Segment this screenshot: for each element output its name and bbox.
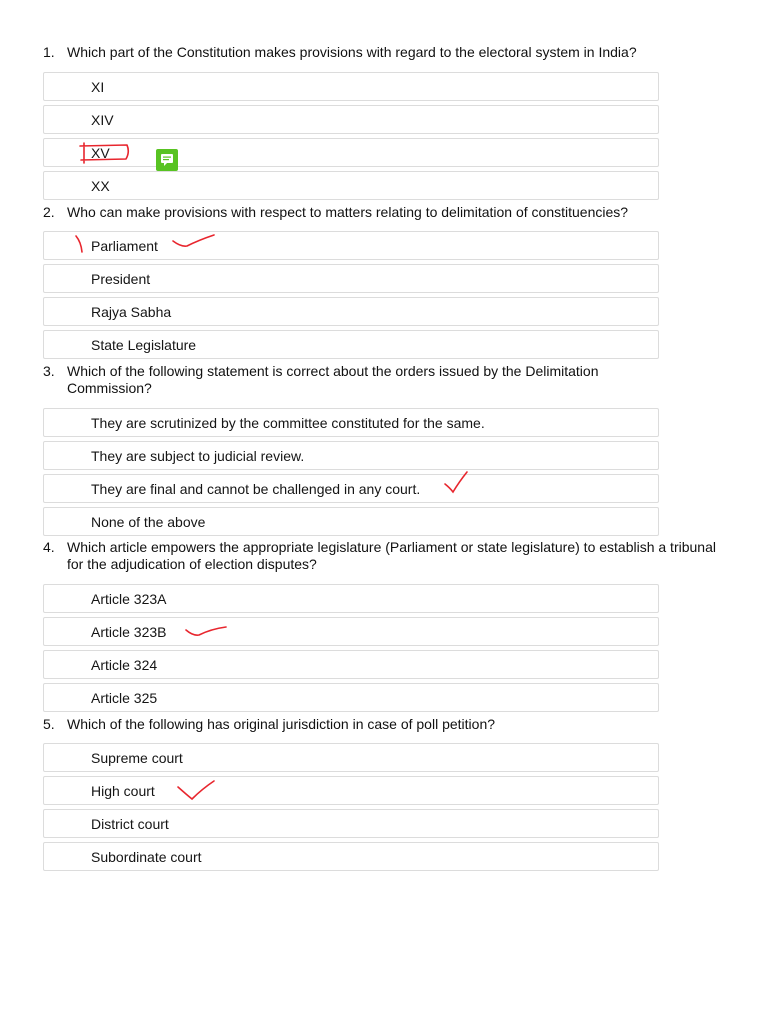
option-label: District court	[91, 816, 169, 832]
comment-glyph	[156, 149, 178, 171]
question-text: Which of the following has original jurisdiction in case of poll petition?	[67, 716, 496, 732]
option-label: Article 324	[91, 657, 158, 673]
ink-tick-mark	[186, 627, 226, 635]
question-text: Which article empowers the appropriate legislature (Parliament or state legislature) to establish a tribunal for the adjudication of election disputes?	[67, 539, 716, 572]
option-label: Subordinate court	[91, 849, 202, 865]
question-text: Which of the following statement is correct about the orders issued by the Delimitation Commission?	[67, 363, 599, 396]
option-label: Parliament	[91, 238, 158, 254]
option-label: Article 323B	[91, 624, 167, 640]
question-text: Which part of the Constitution makes provisions with regard to the electoral system in India?	[67, 44, 637, 60]
ink-box-mark	[80, 143, 128, 163]
option-label: None of the above	[91, 514, 206, 530]
ink-bracket-mark	[76, 236, 82, 252]
option-label: XV	[91, 145, 110, 161]
ink-tick-mark	[178, 781, 214, 799]
question-number: 5.	[43, 716, 55, 732]
option-label: XX	[91, 178, 110, 194]
option-label: XIV	[91, 112, 114, 128]
option-label: Article 325	[91, 690, 158, 706]
option-label: State Legislature	[91, 337, 197, 353]
question-number: 2.	[43, 204, 55, 220]
comment-icon[interactable]	[156, 149, 178, 171]
ink-tick-mark	[173, 235, 214, 246]
question-number: 1.	[43, 44, 55, 60]
option-label: Article 323A	[91, 591, 167, 607]
option-label: XI	[91, 79, 105, 95]
option-label: High court	[91, 783, 155, 799]
option-label: They are final and cannot be challenged in any court.	[91, 481, 421, 497]
ink-tick-mark	[445, 472, 467, 492]
option-label: President	[91, 271, 151, 287]
option-label: They are subject to judicial review.	[91, 448, 305, 464]
option-label: They are scrutinized by the committee constituted for the same.	[91, 415, 485, 431]
option-label: Supreme court	[91, 750, 183, 766]
question-number: 3.	[43, 363, 55, 379]
option-label: Rajya Sabha	[91, 304, 172, 320]
question-text: Who can make provisions with respect to matters relating to delimitation of constituencies?	[67, 204, 629, 220]
question-number: 4.	[43, 539, 55, 555]
